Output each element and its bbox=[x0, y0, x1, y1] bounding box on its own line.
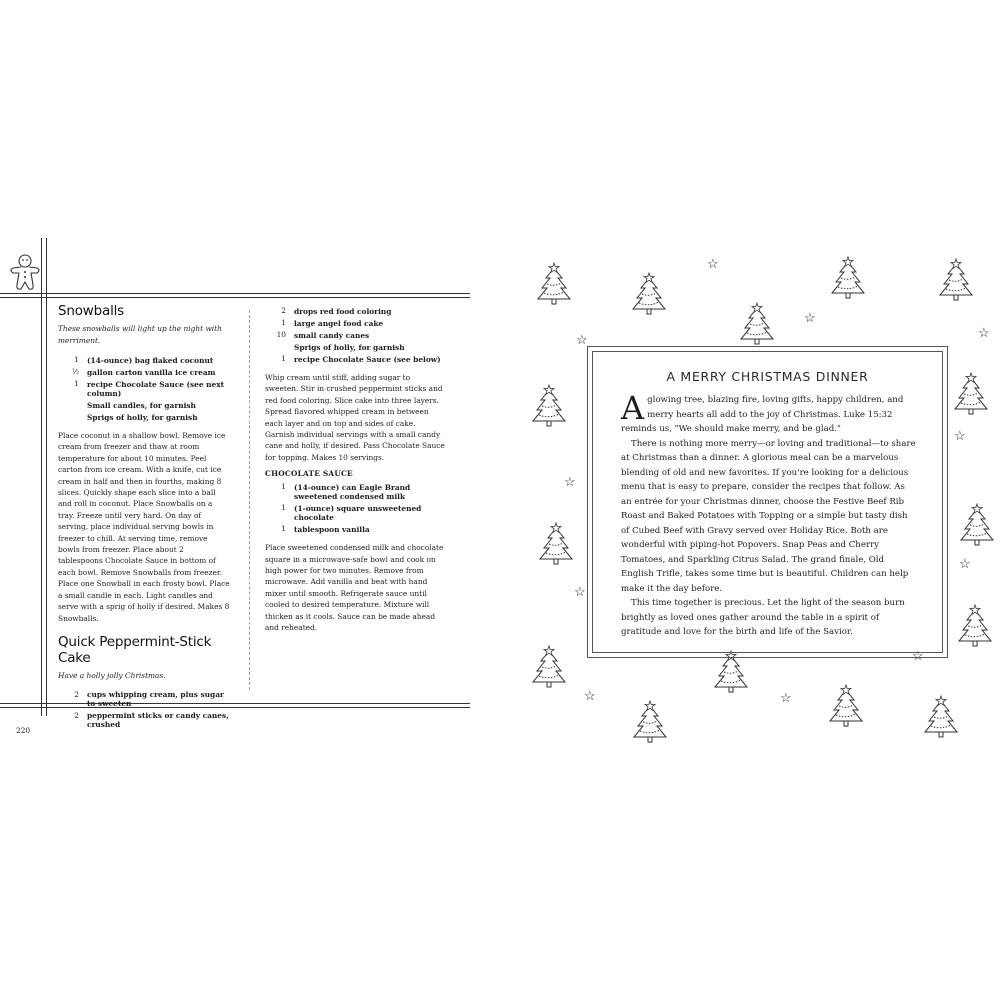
ingredient-item bbox=[265, 329, 445, 341]
star-icon: ☆ bbox=[959, 557, 971, 572]
christmas-tree-icon bbox=[829, 256, 867, 300]
ingredients-list-snowballs bbox=[58, 354, 230, 423]
ingredient-item bbox=[58, 354, 230, 366]
ingredient-text: recipe Chocolate Sauce (see next column) bbox=[87, 379, 225, 398]
intro-text bbox=[621, 389, 917, 640]
ingredient-item bbox=[265, 481, 445, 502]
ingredient-item bbox=[58, 411, 230, 423]
star-icon: ☆ bbox=[912, 649, 924, 664]
chocolate-sauce-heading: CHOCOLATE SAUCE bbox=[265, 469, 353, 479]
star-icon: ☆ bbox=[564, 475, 576, 490]
christmas-tree-icon bbox=[827, 684, 865, 728]
right-column bbox=[265, 305, 445, 640]
christmas-tree-icon bbox=[922, 695, 960, 739]
frame-vertical-line-1 bbox=[41, 238, 42, 716]
ingredients-list-chocolate-sauce bbox=[265, 481, 445, 535]
column-divider bbox=[249, 310, 250, 690]
ingredient-qty: 1 bbox=[281, 482, 286, 492]
ingredients-list-peppermint-cake bbox=[58, 689, 230, 731]
christmas-tree-icon bbox=[738, 302, 776, 346]
recipe-title-peppermint-cake: Quick Peppermint-Stick Cake bbox=[58, 633, 212, 666]
ingredient-qty: 2 bbox=[74, 710, 79, 720]
ingredient-text: large angel food cake bbox=[294, 318, 384, 328]
star-icon: ☆ bbox=[584, 689, 596, 704]
ingredient-text: Sprigs of holly, for garnish bbox=[294, 342, 405, 352]
christmas-tree-icon bbox=[535, 262, 573, 306]
ingredient-text: Small candles, for garnish bbox=[87, 400, 196, 410]
ingredient-qty bbox=[58, 399, 87, 411]
ingredient-item bbox=[265, 353, 445, 365]
ingredient-qty: 1 bbox=[281, 524, 286, 534]
ingredient-qty: ½ bbox=[71, 367, 79, 376]
ingredient-qty: 10 bbox=[276, 330, 286, 339]
ingredient-item bbox=[58, 366, 230, 378]
frame-top-line-2 bbox=[0, 297, 470, 298]
ingredient-qty: 2 bbox=[281, 306, 286, 315]
ingredient-text: (1-ounce) square unsweetened chocolate bbox=[294, 503, 422, 522]
recipe-subtitle-peppermint-cake: Have a holly jolly Christmas. bbox=[58, 670, 166, 680]
ingredient-text: peppermint sticks or candy canes, crushed bbox=[87, 711, 229, 730]
christmas-tree-icon bbox=[937, 258, 975, 302]
recipe-directions-snowballs: Place coconut in a shallow bowl. Remove ice cream from freezer and thaw at room temperature for about 10 minutes. Peel carton from ice cream. With a knife, cut ice cream in half and then in fourths, making 8 slices. Quickly shape each slice into a ball and roll in coconut. Place Snowballs on a tray. Freeze until very hard. On day of serving, place individual serving bowls in freezer to chill. At serving time, remove bowls from freezer. Place about 2 tablespoons Chocolate Sauce in bottom of each bowl. Remove Snowballs from freezer. Place one Snowball in each frosty bowl. Place a small candle in each. Light candles and serve with a sprig of holly if desired. Makes 8 Snowballs. bbox=[58, 431, 230, 623]
recipe-directions-chocolate-sauce: Place sweetened condensed milk and chocolate square in a microwave-safe bowl and cook on high power for two minutes. Remove from microwave. Add vanilla and beat with hand mixer until smooth. Refrigerate sauce until cooled to desired temperature. Mixture will thicken as it cools. Sauce can be made ahead and reheated. bbox=[265, 543, 444, 633]
ingredient-item bbox=[58, 399, 230, 411]
star-icon: ☆ bbox=[954, 429, 966, 444]
intro-paragraph-3: This time together is precious. Let the light of the season burn brightly as loved ones gather around the table in a spirit of gratitude and love for the birth and life of the Savior. bbox=[621, 598, 905, 637]
ingredient-text: drops red food coloring bbox=[294, 306, 392, 316]
ingredients-list-peppermint-cake-cont bbox=[265, 305, 445, 365]
ingredient-text: recipe Chocolate Sauce (see below) bbox=[294, 354, 441, 364]
star-icon: ☆ bbox=[780, 691, 792, 706]
christmas-tree-icon bbox=[631, 700, 669, 744]
christmas-tree-icon bbox=[530, 645, 568, 689]
christmas-tree-icon bbox=[630, 272, 668, 316]
section-title: A MERRY CHRISTMAS DINNER bbox=[666, 369, 869, 384]
star-icon: ☆ bbox=[576, 333, 588, 348]
recipe-title-snowballs: Snowballs bbox=[58, 303, 125, 319]
christmas-tree-icon bbox=[530, 384, 568, 428]
frame-vertical-line-2 bbox=[46, 238, 47, 716]
drop-cap: A bbox=[621, 389, 645, 427]
ingredient-text: tablespoon vanilla bbox=[294, 524, 370, 534]
christmas-tree-icon bbox=[537, 522, 575, 566]
recipe-directions-peppermint-cake: Whip cream until stiff, adding sugar to sweeten. Stir in crushed peppermint sticks and red food coloring. Slice cake into three layers. Spread flavored whipped cream in between each layer and on top and sides of cake. Garnish individual servings with a small candy cane and holly, if desired. Pass Chocolate Sauce for topping. Makes 10 servings. bbox=[265, 373, 445, 462]
intro-paragraph-1 bbox=[621, 389, 917, 437]
ingredient-text: gallon carton vanilla ice cream bbox=[87, 367, 216, 377]
star-icon: ☆ bbox=[978, 326, 990, 341]
ingredient-item bbox=[58, 689, 230, 710]
star-icon: ☆ bbox=[574, 585, 586, 600]
ingredient-item bbox=[265, 317, 445, 329]
christmas-tree-icon bbox=[952, 372, 990, 416]
left-column bbox=[58, 303, 230, 738]
ingredient-item bbox=[58, 710, 230, 731]
ingredient-qty: 1 bbox=[74, 355, 79, 364]
ingredient-text: small candy canes bbox=[294, 330, 370, 340]
star-icon: ☆ bbox=[707, 257, 719, 272]
intro-paragraph-2: There is nothing more merry—or loving and traditional—to share at Christmas than a dinner. A glorious meal can be a marvelous blending of old and new favorites. If you're looking for a delicious menu that is easy to prepare, consider the recipes that follow. As an entrée for your Christmas dinner, choose the Festive Beef Rib Roast and Baked Potatoes with Topping or a simple but tasty dish of Cubed Beef with Gravy served over Holiday Rice. Both are wonderful with piping-hot Popovers. Snap Peas and Cherry Tomatoes, and Sparkling Citrus Salad. The grand finale, Old English Trifle, takes some time but is beautiful. Children can help make it the day before. bbox=[621, 438, 916, 594]
ingredient-item bbox=[58, 378, 230, 399]
ingredient-qty: 2 bbox=[74, 689, 79, 699]
ingredient-text: cups whipping cream, plus sugar to sweeten bbox=[87, 690, 224, 709]
frame-top-line-1 bbox=[0, 293, 470, 294]
recipe-subtitle-snowballs: These snowballs will light up the night with merriment. bbox=[58, 324, 222, 345]
ingredient-text: (14-ounce) can Eagle Brand sweetened condensed milk bbox=[294, 482, 411, 501]
gingerbread-icon bbox=[4, 252, 46, 294]
page-number: 220 bbox=[16, 726, 31, 735]
ingredient-item bbox=[265, 523, 445, 535]
ingredient-qty: 1 bbox=[281, 354, 286, 363]
ingredient-item bbox=[265, 305, 445, 317]
ingredient-qty: 1 bbox=[74, 379, 79, 388]
ingredient-text: (14-ounce) bag flaked coconut bbox=[87, 355, 214, 365]
intro-paragraph-1-text: glowing tree, blazing fire, loving gifts, happy children, and merry hearts all add to the joy of Christmas. Luke 15:32 reminds us, "We should make merry, and be glad." bbox=[621, 395, 904, 434]
christmas-tree-icon bbox=[958, 503, 996, 547]
ingredient-qty: 1 bbox=[281, 503, 286, 513]
ingredient-qty bbox=[58, 411, 87, 423]
ingredient-text: Sprigs of holly, for garnish bbox=[87, 412, 198, 422]
ingredient-item bbox=[265, 341, 445, 353]
ingredient-item bbox=[265, 502, 445, 523]
christmas-tree-icon bbox=[956, 604, 994, 648]
ingredient-qty: 1 bbox=[281, 318, 286, 327]
ingredient-qty bbox=[265, 341, 294, 353]
star-icon: ☆ bbox=[804, 311, 816, 326]
